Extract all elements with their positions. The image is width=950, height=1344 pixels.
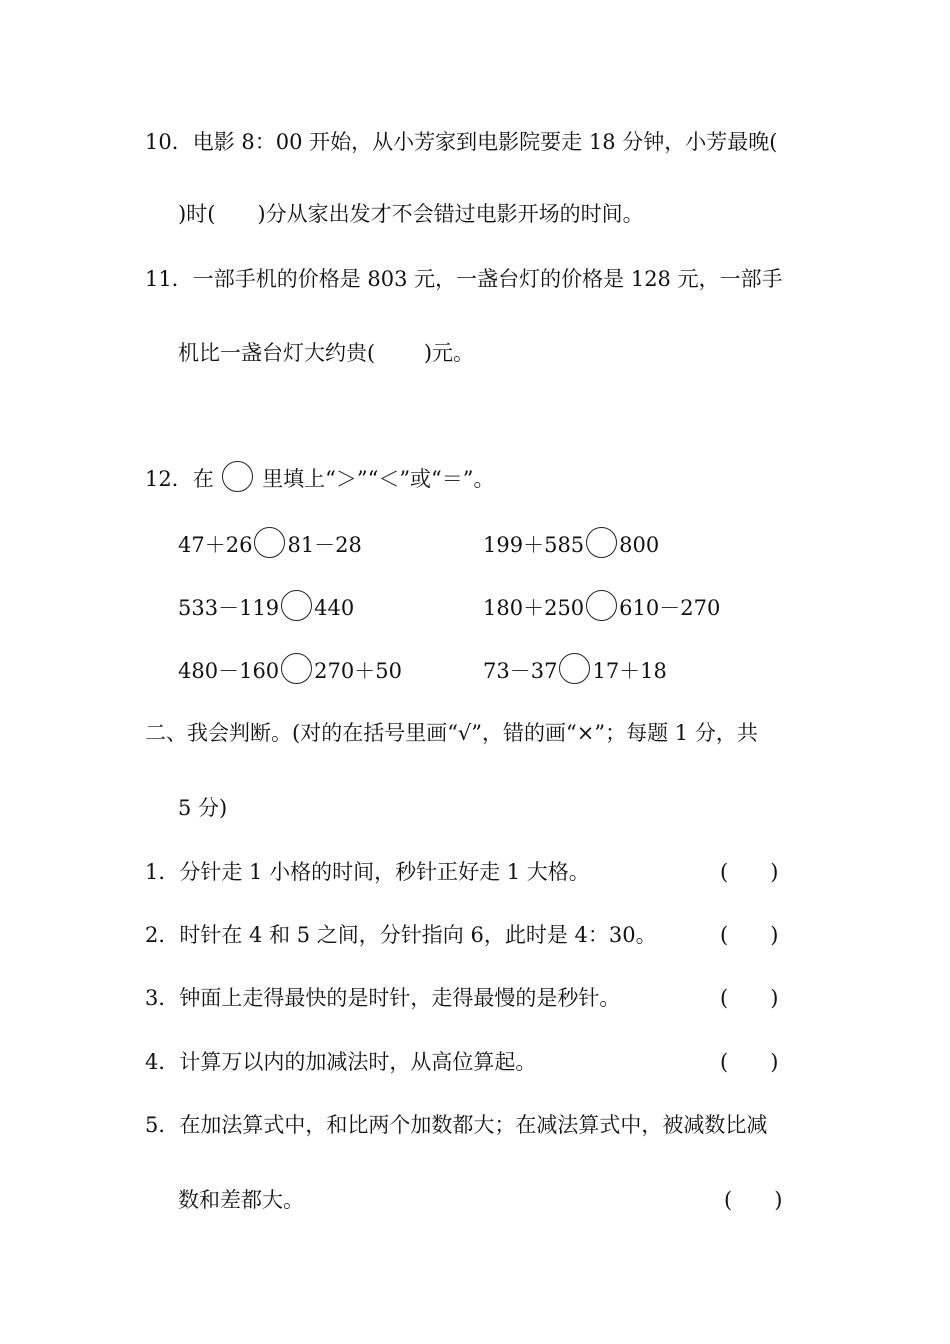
answer-paren-1[interactable]: ( ) [720,860,779,884]
compare-item-6 [483,653,667,686]
answer-paren-4[interactable]: ( ) [720,1050,779,1074]
section2-title-line1: 二、我会判断。(对的在括号里画“√”，错的画“×”；每题 1 分，共 [145,721,758,745]
q12-prefix: 12．在 [145,467,214,491]
judge-question-5-line1: 5．在加法算式中，和比两个加数都大；在减法算式中，被减数比减 [145,1113,768,1137]
compare-circle-input[interactable] [281,653,312,684]
answer-circle-icon [222,461,253,492]
compare-item-4 [483,590,720,623]
judge-question-3: 3．钟面上走得最快的是时针，走得最慢的是秒针。 [145,986,621,1010]
compare-item-3 [178,590,354,623]
answer-paren-2[interactable]: ( ) [720,923,779,947]
compare-left: 199＋585 [483,533,585,557]
compare-right: 81－28 [287,533,362,557]
judge-question-5-line2: 数和差都大。 [178,1188,304,1212]
compare-circle-input[interactable] [559,653,590,684]
compare-item-2 [483,527,659,560]
judge-question-1: 1．分针走 1 小格的时间，秒针正好走 1 大格。 [145,860,590,884]
answer-paren-5[interactable]: ( ) [724,1188,783,1212]
compare-right: 440 [314,596,355,620]
compare-left: 533－119 [178,596,280,620]
compare-circle-input[interactable] [586,527,617,558]
compare-right: 17＋18 [592,659,667,683]
compare-circle-input[interactable] [281,590,312,621]
judge-question-2: 2．时针在 4 和 5 之间，分针指向 6，此时是 4：30。 [145,923,657,947]
q11-line1: 11．一部手机的价格是 803 元，一盏台灯的价格是 128 元，一部手 [145,267,783,291]
compare-circle-input[interactable] [254,527,285,558]
compare-circle-input[interactable] [586,590,617,621]
q10-line1: 10．电影 8：00 开始，从小芳家到电影院要走 18 分钟，小芳最晚( [145,130,778,154]
compare-left: 73－37 [483,659,558,683]
judge-question-4: 4．计算万以内的加减法时，从高位算起。 [145,1050,537,1074]
compare-left: 180＋250 [483,596,585,620]
q10-line2: )时( )分从家出发才不会错过电影开场的时间。 [178,202,644,226]
compare-left: 480－160 [178,659,280,683]
compare-left: 47＋26 [178,533,253,557]
q11-line2: 机比一盏台灯大约贵( )元。 [178,341,475,365]
compare-right: 270＋50 [314,659,402,683]
q12-prompt [145,461,495,494]
compare-item-1 [178,527,362,560]
q12-suffix: 里填上“＞”“＜”或“＝”。 [262,467,495,491]
section2-title-line2: 5 分) [178,796,228,820]
compare-right: 610－270 [619,596,721,620]
answer-paren-3[interactable]: ( ) [720,986,779,1010]
compare-item-5 [178,653,402,686]
compare-right: 800 [619,533,660,557]
